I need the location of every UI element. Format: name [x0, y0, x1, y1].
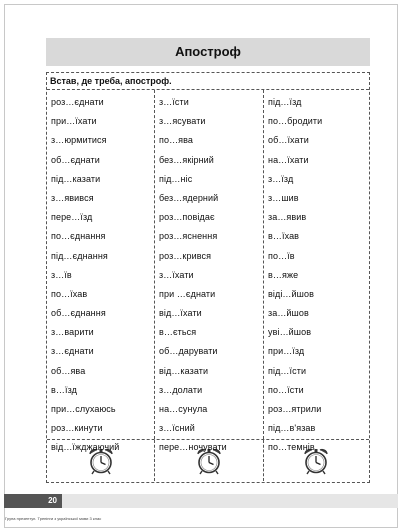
exercise-word: в…ється — [159, 327, 197, 338]
exercise-word: з…єднати — [51, 346, 94, 357]
exercise-word: під…казати — [51, 173, 101, 184]
page-number: 20 — [4, 494, 62, 508]
exercise-word: пере…їзд — [51, 212, 93, 223]
footer-strip — [4, 494, 398, 508]
exercise-word: з…їсний — [159, 423, 195, 434]
footer-bar — [62, 494, 398, 508]
exercise-word: об…їхати — [268, 135, 309, 146]
exercise-word: роз…яснення — [159, 231, 218, 242]
exercise-word: по…темнів — [268, 442, 315, 453]
exercise-word: під…єднання — [51, 250, 108, 261]
exercise-word: при…їхати — [51, 116, 97, 127]
exercise-word: під…їсти — [268, 365, 307, 376]
exercise-word: в…їхав — [268, 231, 300, 242]
word-columns — [47, 90, 369, 453]
exercise-word: роз…крився — [159, 250, 212, 261]
exercise-word: під…в'язав — [268, 423, 316, 434]
exercise-word: в…їзд — [51, 384, 77, 395]
word-column-1 — [47, 90, 155, 453]
instruction: Встав, де треба, апостроф. — [47, 73, 369, 90]
footer-caption: Група презентує. Тренінги з української мови 3 клас — [5, 516, 102, 521]
exercise-word: об…дарувати — [159, 346, 218, 357]
exercise-word: з…ясувати — [159, 116, 206, 127]
exercise-word: уві…йшов — [268, 327, 312, 338]
exercise-word: з…їзд — [268, 173, 294, 184]
exercise-word: з…їхати — [159, 269, 194, 280]
exercise-word: пере…ночувати — [159, 442, 227, 453]
word-column-3 — [264, 90, 368, 453]
exercise-word: роз…єднати — [51, 97, 104, 107]
exercise-word: по…єднання — [51, 231, 106, 242]
exercise-word: на…їхати — [268, 154, 309, 165]
exercise-word: роз…повідає — [159, 212, 215, 223]
exercise-word: з…долати — [159, 384, 203, 395]
exercise-word: об…ява — [51, 365, 86, 376]
exercise-word: роз…ятрили — [268, 404, 322, 414]
exercise-word: від…їхати — [159, 308, 202, 319]
exercise-word: з…явився — [51, 192, 94, 203]
exercise-word: по…їсти — [268, 384, 304, 395]
exercise-word: при…слухаюсь — [51, 404, 116, 414]
exercise-word: при…їзд — [268, 346, 305, 357]
exercise-word: віді…йшов — [268, 288, 314, 299]
exercise-word: роз…кинути — [51, 423, 103, 434]
exercise-word: без…ядерний — [159, 192, 219, 203]
exercise-word: з…їсти — [159, 97, 189, 107]
exercise-word: від…казати — [159, 365, 209, 376]
exercise-word: по…їхав — [51, 288, 88, 299]
exercise-word: за…йшов — [268, 308, 309, 319]
exercise-word: з…шив — [268, 192, 299, 203]
exercise-word: по…бродити — [268, 116, 323, 127]
exercise-word: під…ніс — [159, 173, 193, 184]
page-title: Апостроф — [46, 38, 370, 66]
exercise-word: від…їжджаючий — [51, 442, 120, 453]
exercise-word: на…сунула — [159, 404, 208, 414]
exercise-word: за…явив — [268, 212, 307, 223]
exercise-word: об…єднати — [51, 154, 100, 165]
exercise-word: по…їв — [268, 250, 295, 261]
exercise-word: з…юрмитися — [51, 135, 107, 146]
exercise-word: при …єднати — [159, 288, 216, 299]
exercise-word: під…їзд — [268, 97, 302, 107]
exercise-box — [46, 72, 370, 483]
exercise-word: з…їв — [51, 269, 72, 280]
exercise-word: в…яже — [268, 269, 299, 280]
exercise-word: без…якірний — [159, 154, 214, 165]
exercise-word: по…ява — [159, 135, 194, 146]
exercise-word: з…варити — [51, 327, 94, 338]
exercise-word: об…єднання — [51, 308, 106, 319]
word-column-2 — [155, 90, 264, 453]
